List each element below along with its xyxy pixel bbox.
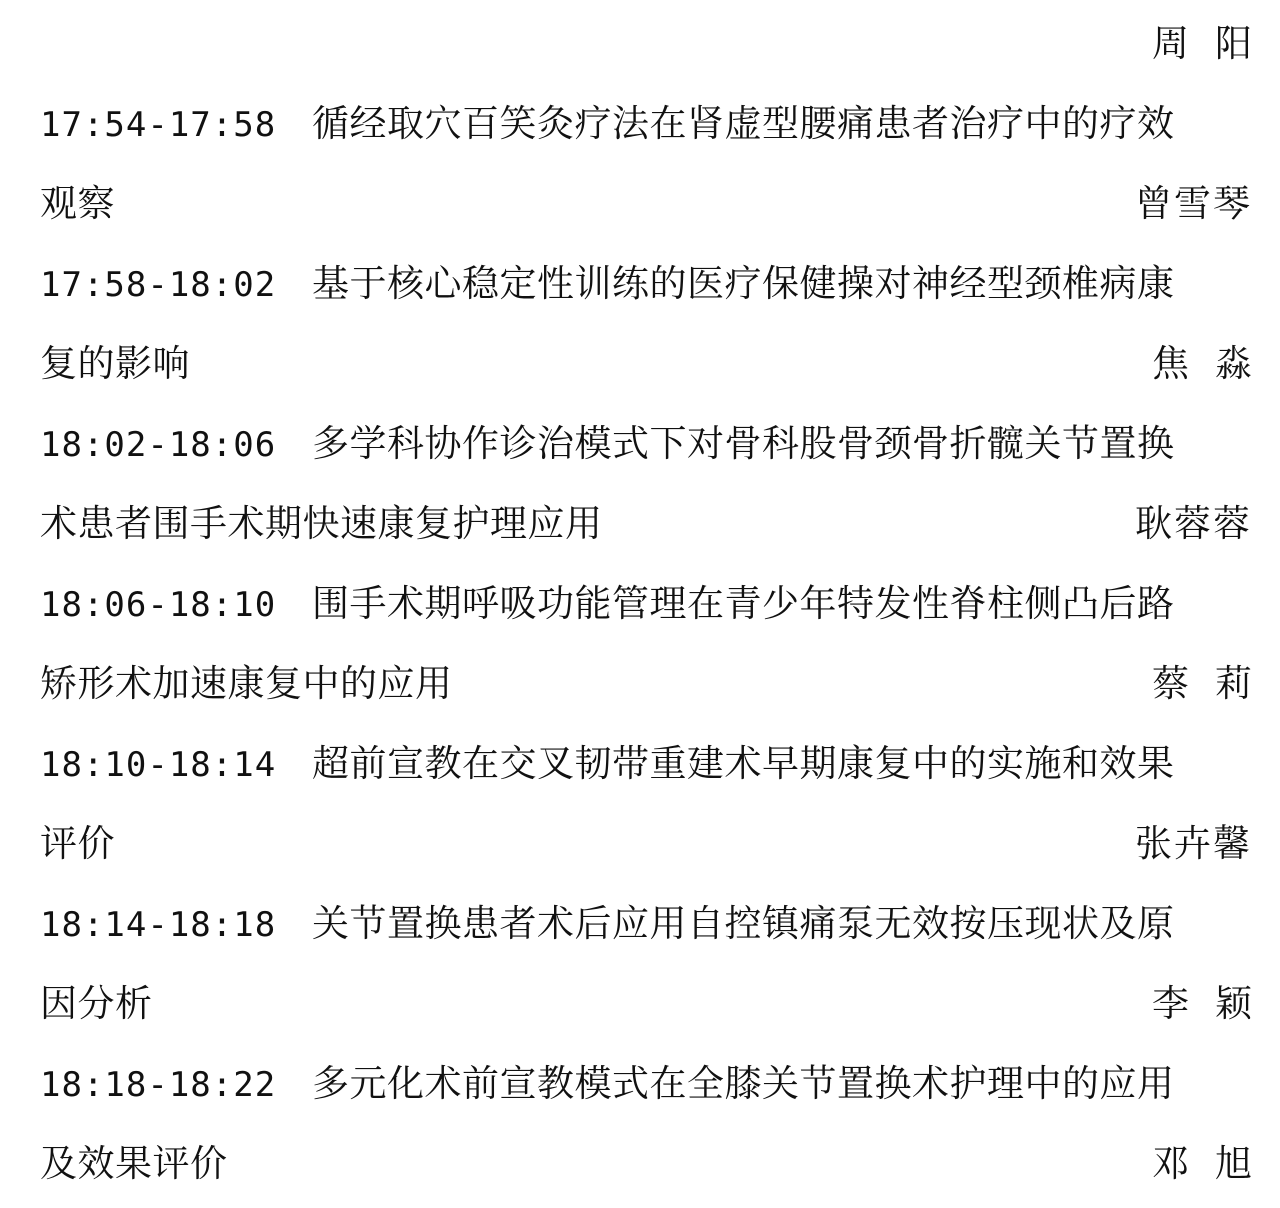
session-time: 18:10-18:14 [40, 745, 277, 785]
talk-title: 围手术期呼吸功能管理在青少年特发性脊柱侧凸后路 [312, 582, 1175, 625]
speaker-name: 耿蓉蓉 [1135, 502, 1252, 545]
speaker-name: 蔡莉 [1152, 662, 1278, 705]
entry-continuation-line [40, 804, 1252, 884]
session-time: 17:54-17:58 [40, 105, 277, 145]
talk-title-continued: 术患者围手术期快速康复护理应用 [40, 502, 603, 545]
entry-continuation-line [40, 964, 1278, 1044]
session-time: 18:14-18:18 [40, 905, 277, 945]
talk-title-continued: 观察 [40, 182, 115, 225]
session-time: 17:58-18:02 [40, 265, 277, 305]
talk-title: 多元化术前宣教模式在全膝关节置换术护理中的应用 [312, 1062, 1175, 1105]
talk-title: 多学科协作诊治模式下对骨科股骨颈骨折髋关节置换 [312, 422, 1175, 465]
entry-title-line [40, 84, 1252, 164]
talk-title: 超前宣教在交叉韧带重建术早期康复中的实施和效果 [312, 742, 1175, 785]
entry-continuation-line [40, 1124, 1278, 1204]
entry-title-line [40, 724, 1252, 804]
entry-title-line [40, 244, 1252, 324]
speaker-name: 曾雪琴 [1135, 182, 1252, 225]
entry-title-line [40, 1044, 1252, 1124]
talk-title: 关节置换患者术后应用自控镇痛泵无效按压现状及原 [312, 902, 1175, 945]
entry-continuation-line [40, 324, 1278, 404]
entry-continuation-line [40, 644, 1278, 724]
talk-title-continued: 评价 [40, 822, 115, 865]
entry-title-line [40, 884, 1252, 964]
speaker-name: 张卉馨 [1135, 822, 1252, 865]
schedule-document [40, 4, 1278, 1204]
talk-title: 循经取穴百笑灸疗法在肾虚型腰痛患者治疗中的疗效 [312, 102, 1175, 145]
talk-title: 基于核心稳定性训练的医疗保健操对神经型颈椎病康 [312, 262, 1175, 305]
speaker-name: 焦淼 [1152, 342, 1278, 385]
speaker-name: 周阳 [1152, 22, 1278, 65]
talk-title-continued: 矫形术加速康复中的应用 [40, 662, 453, 705]
session-time: 18:06-18:10 [40, 585, 277, 625]
session-time: 18:02-18:06 [40, 425, 277, 465]
entry-continuation-line [40, 164, 1252, 244]
talk-title-continued: 因分析 [40, 982, 153, 1025]
top-speaker-line [40, 4, 1278, 84]
talk-title-continued: 复的影响 [40, 342, 190, 385]
speaker-name: 李颖 [1152, 982, 1278, 1025]
speaker-name: 邓旭 [1152, 1142, 1278, 1185]
session-time: 18:18-18:22 [40, 1065, 277, 1105]
entry-title-line [40, 404, 1252, 484]
entry-continuation-line [40, 484, 1252, 564]
entry-title-line [40, 564, 1252, 644]
talk-title-continued: 及效果评价 [40, 1142, 228, 1185]
